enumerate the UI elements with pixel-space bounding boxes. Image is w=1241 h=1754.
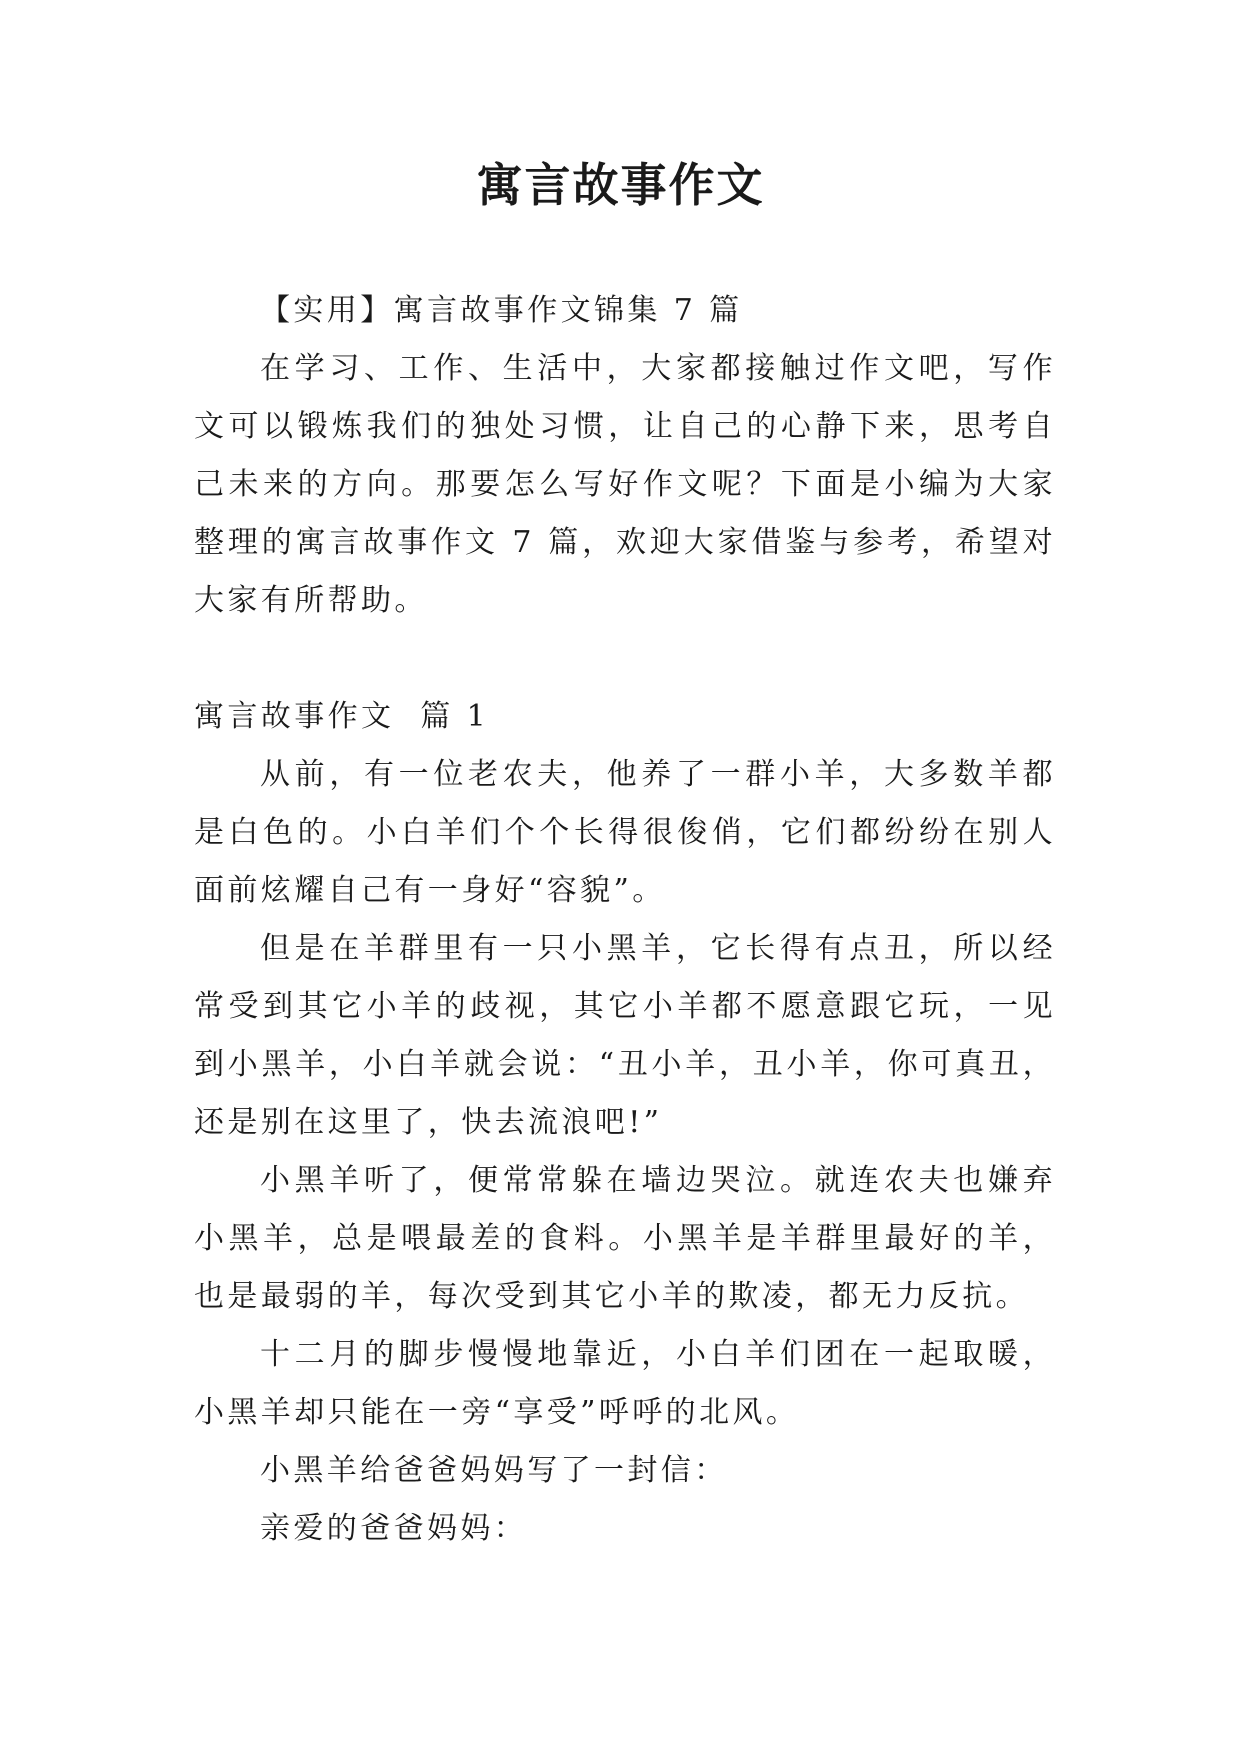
document-body [194, 282, 1056, 1558]
document-subtitle: 【实用】寓言故事作文锦集 7 篇 [260, 293, 743, 328]
story-paragraph: 小黑羊给爸爸妈妈写了一封信： [260, 1453, 728, 1488]
story-paragraph: 从前，有一位老农夫，他养了一群小羊，大多数羊都是白色的。小白羊们个个长得很俊俏，它们都纷纷在别人面前炫耀自己有一身好“容貌”。 [194, 757, 1056, 908]
story-paragraph: 小黑羊听了，便常常躲在墙边哭泣。就连农夫也嫌弃小黑羊，总是喂最差的食料。小黑羊是羊群里最好的羊，也是最弱的羊，每次受到其它小羊的欺凌，都无力反抗。 [194, 1163, 1056, 1314]
intro-paragraph: 在学习、工作、生活中，大家都接触过作文吧，写作文可以锻炼我们的独处习惯，让自己的心静下来，思考自己未来的方向。那要怎么写好作文呢？下面是小编为大家整理的寓言故事作文 7 篇，欢迎大家借鉴与参考，希望对大家有所帮助。 [194, 351, 1056, 618]
section-heading: 寓言故事作文 篇 1 [194, 699, 490, 734]
story-paragraph: 但是在羊群里有一只小黑羊，它长得有点丑，所以经常受到其它小羊的歧视，其它小羊都不愿意跟它玩，一见到小黑羊，小白羊就会说：“丑小羊，丑小羊，你可真丑，还是别在这里了，快去流浪吧!” [194, 931, 1056, 1140]
story-paragraph: 十二月的脚步慢慢地靠近，小白羊们团在一起取暖，小黑羊却只能在一旁“享受”呼呼的北风。 [194, 1337, 1056, 1430]
document-title: 寓言故事作文 [476, 158, 765, 212]
story-paragraph: 亲爱的爸爸妈妈： [260, 1511, 528, 1546]
